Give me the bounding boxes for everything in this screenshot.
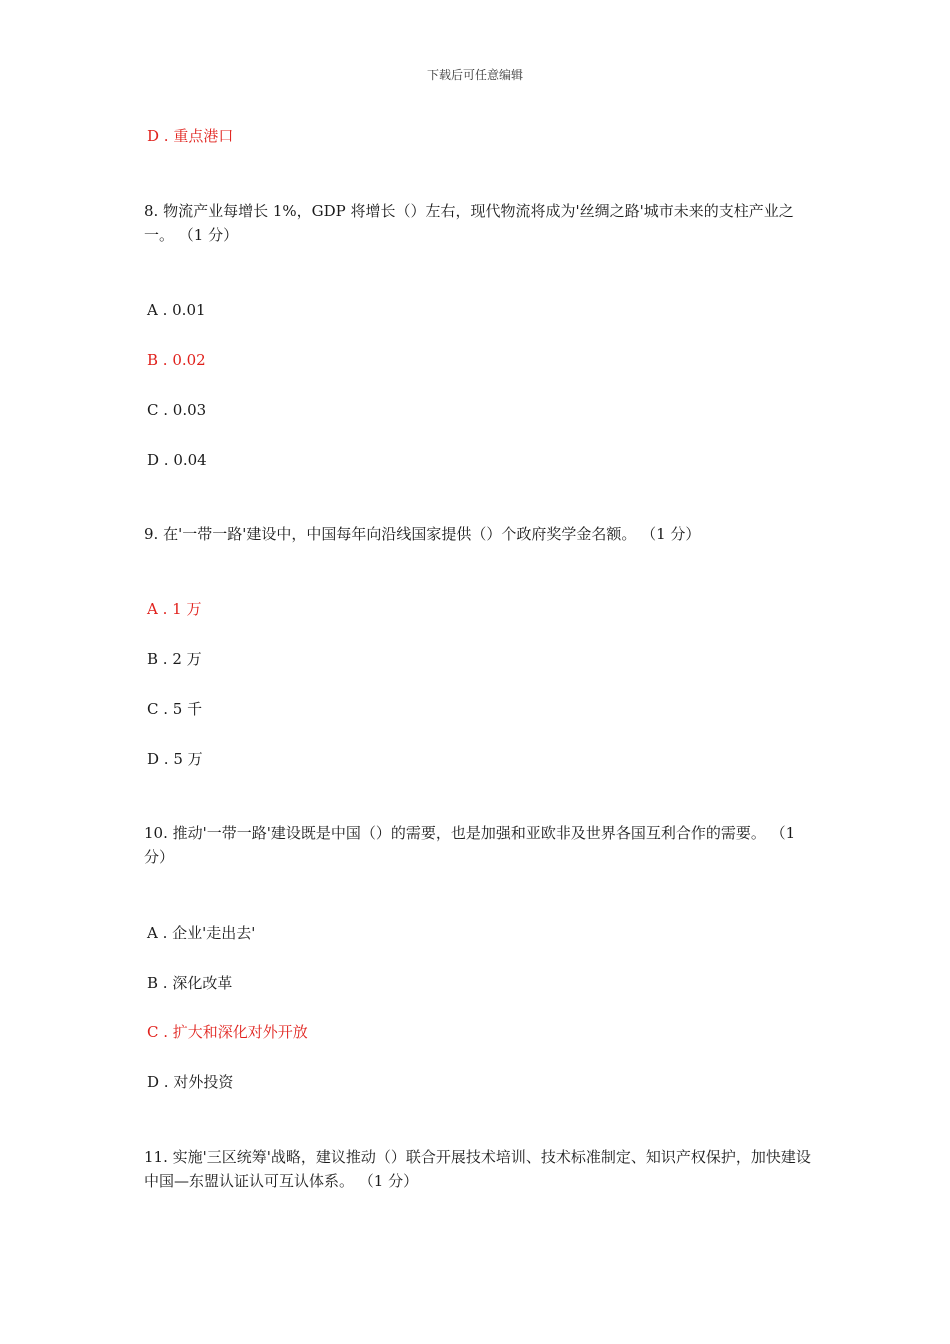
question-9-option-b: B . 2 万	[147, 650, 202, 668]
question-8-option-c: C . 0.03	[147, 401, 207, 419]
question-9-option-c: C . 5 千	[147, 700, 203, 718]
question-8-option-a: A . 0.01	[147, 301, 206, 319]
question-8-option-d: D . 0.04	[147, 451, 207, 469]
question-10-option-a: A . 企业'走出去'	[147, 924, 256, 942]
question-11-text: 11. 实施'三区统筹'战略，建议推动（）联合开展技术培训、技术标准制定、知识产权保护，加快建设中国—东盟认证认可互认体系。 （1 分）	[144, 1148, 811, 1190]
question-10-option-b: B . 深化改革	[147, 974, 233, 992]
question-9-option-a: A . 1 万	[147, 600, 202, 618]
option-d-correct: D . 重点港口	[147, 127, 234, 145]
question-8-option-b: B . 0.02	[147, 351, 206, 369]
question-9-text: 9. 在'一带一路'建设中，中国每年向沿线国家提供（）个政府奖学金名额。 （1 分）	[144, 525, 701, 543]
question-10-text: 10. 推动'一带一路'建设既是中国（）的需要，也是加强和亚欧非及世界各国互利合作的需要。 （1 分）	[144, 824, 796, 866]
question-9-option-d: D . 5 万	[147, 750, 203, 768]
page-header: 下载后可任意编辑	[426, 68, 523, 82]
question-10-option-d: D . 对外投资	[147, 1073, 234, 1091]
question-10-option-c: C . 扩大和深化对外开放	[147, 1023, 308, 1041]
question-8-text: 8. 物流产业每增长 1%，GDP 将增长（）左右，现代物流将成为'丝绸之路'城市未来的支柱产业之一。 （1 分）	[144, 202, 794, 244]
